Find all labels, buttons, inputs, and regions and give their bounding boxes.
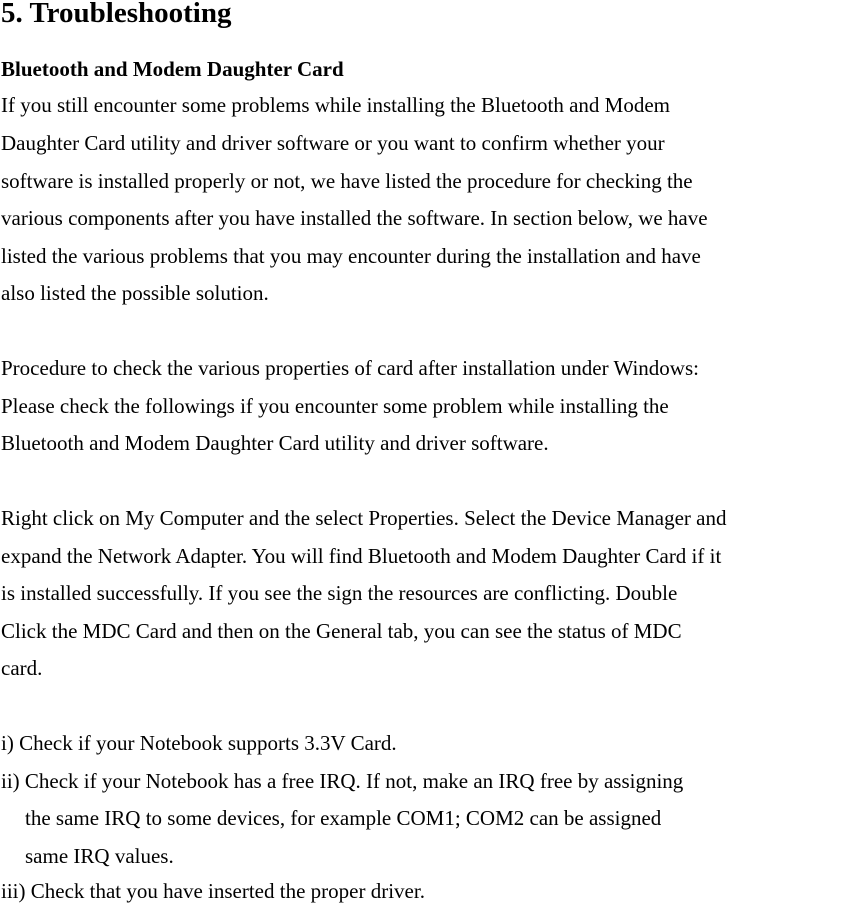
procedure-line: Bluetooth and Modem Daughter Card utility and driver software. <box>1 431 549 455</box>
intro-line: If you still encounter some problems while installing the Bluetooth and Modem <box>1 93 670 117</box>
check-item: iii) Check that you have inserted the proper driver. <box>1 879 425 903</box>
check-item-continuation: same IRQ values. <box>25 844 174 868</box>
page-title: 5. Troubleshooting <box>1 0 232 29</box>
device-manager-line: Right click on My Computer and the select Properties. Select the Device Manager and <box>1 506 727 530</box>
intro-line: software is installed properly or not, we have listed the procedure for checking the <box>1 169 693 193</box>
device-manager-line: is installed successfully. If you see the sign the resources are conflicting. Double <box>1 581 678 605</box>
device-manager-line: expand the Network Adapter. You will find Bluetooth and Modem Daughter Card if it <box>1 544 722 568</box>
device-manager-line: Click the MDC Card and then on the General tab, you can see the status of MDC <box>1 619 682 643</box>
intro-line: Daughter Card utility and driver software or you want to confirm whether your <box>1 131 665 155</box>
device-manager-line: card. <box>1 656 43 680</box>
check-item: ii) Check if your Notebook has a free IRQ. If not, make an IRQ free by assigning <box>1 769 684 793</box>
check-item: i) Check if your Notebook supports 3.3V Card. <box>1 731 397 755</box>
section-heading: Bluetooth and Modem Daughter Card <box>1 57 344 81</box>
check-item-continuation: the same IRQ to some devices, for example COM1; COM2 can be assigned <box>25 806 662 830</box>
intro-line: various components after you have installed the software. In section below, we have <box>1 206 708 230</box>
intro-line: also listed the possible solution. <box>1 281 269 305</box>
intro-line: listed the various problems that you may encounter during the installation and have <box>1 244 701 268</box>
procedure-line: Procedure to check the various properties of card after installation under Windows: <box>1 356 699 380</box>
procedure-line: Please check the followings if you encounter some problem while installing the <box>1 394 669 418</box>
